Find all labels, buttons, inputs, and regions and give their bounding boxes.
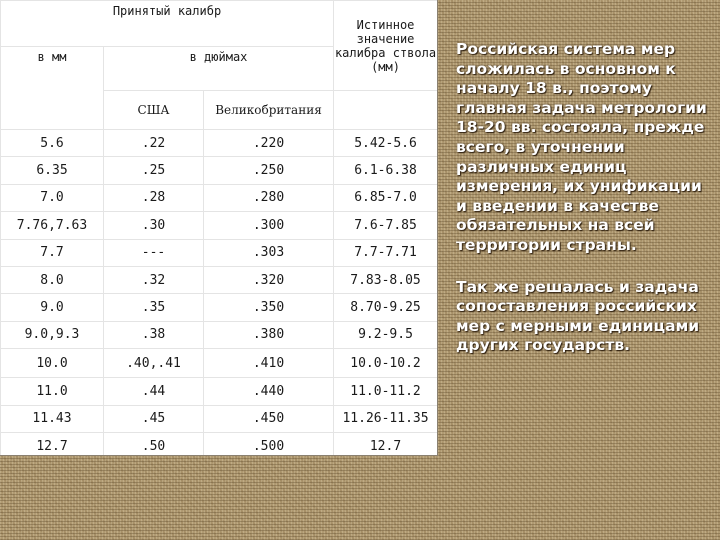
cell-mm: 5.6 (1, 130, 104, 157)
cell-uk: .280 (204, 184, 334, 211)
cell-mm: 7.7 (1, 239, 104, 266)
cell-uk: .220 (204, 130, 334, 157)
cell-usa: .50 (104, 432, 204, 456)
cell-uk: .410 (204, 349, 334, 378)
cell-usa: .22 (104, 130, 204, 157)
cell-mm: 7.0 (1, 184, 104, 211)
table-row (1, 157, 438, 184)
cell-true: 10.0-10.2 (334, 349, 438, 378)
cell-true: 6.85-7.0 (334, 184, 438, 211)
cell-true: 7.7-7.71 (334, 239, 438, 266)
cell-uk: .500 (204, 432, 334, 456)
header-usa: США (104, 91, 204, 130)
cell-mm: 10.0 (1, 349, 104, 378)
table-row (1, 349, 438, 378)
cell-true: 7.83-8.05 (334, 266, 438, 293)
header-true-value: Истинное значение калибра ствола (мм) (334, 1, 438, 91)
table-row (1, 239, 438, 266)
cell-true: 7.6-7.85 (334, 212, 438, 239)
cell-true: 5.42-5.6 (334, 130, 438, 157)
cell-mm: 9.0,9.3 (1, 321, 104, 348)
header-in-inches: в дюймах (104, 47, 334, 91)
cell-usa: .45 (104, 405, 204, 432)
cell-uk: .350 (204, 294, 334, 321)
cell-true: 12.7 (334, 432, 438, 456)
text-panel (456, 40, 712, 356)
paragraph-measure-comparison: Так же решалась и задача сопоставления российских мер с мерными единицами других государств. (456, 277, 700, 355)
cell-uk: .380 (204, 321, 334, 348)
header-accepted-caliber: Принятый калибр (1, 1, 334, 47)
cell-uk: .250 (204, 157, 334, 184)
table-row (1, 212, 438, 239)
table-row (1, 405, 438, 432)
cell-true: 8.70-9.25 (334, 294, 438, 321)
cell-usa: .32 (104, 266, 204, 293)
cell-usa: .30 (104, 212, 204, 239)
cell-mm: 6.35 (1, 157, 104, 184)
table-row (1, 294, 438, 321)
cell-uk: .450 (204, 405, 334, 432)
cell-true: 11.0-11.2 (334, 378, 438, 405)
cell-mm: 12.7 (1, 432, 104, 456)
paragraph-metrology-system: Российская система мер сложилась в основном к началу 18 в., поэтому главная задача метрологии 18-20 вв. состояла, прежде всего, в уточнении различных единиц измерения, их унификации и введении в качестве обязательных на всей территории страны. (456, 40, 707, 254)
cell-mm: 7.76,7.63 (1, 212, 104, 239)
cell-uk: .300 (204, 212, 334, 239)
cell-true: 11.26-11.35 (334, 405, 438, 432)
cell-true: 9.2-9.5 (334, 321, 438, 348)
cell-usa: .44 (104, 378, 204, 405)
cell-uk: .320 (204, 266, 334, 293)
table-row (1, 266, 438, 293)
table-row (1, 378, 438, 405)
table-row (1, 184, 438, 211)
cell-uk: .303 (204, 239, 334, 266)
cell-true: 6.1-6.38 (334, 157, 438, 184)
cell-mm: 8.0 (1, 266, 104, 293)
cell-uk: .440 (204, 378, 334, 405)
cell-mm: 11.0 (1, 378, 104, 405)
table-row (1, 130, 438, 157)
header-in-mm: в мм (1, 47, 104, 130)
cell-usa: .38 (104, 321, 204, 348)
cell-usa: --- (104, 239, 204, 266)
cell-usa: .35 (104, 294, 204, 321)
header-uk: Великобритания (204, 91, 334, 130)
cell-usa: .28 (104, 184, 204, 211)
table-row (1, 432, 438, 456)
cell-mm: 11.43 (1, 405, 104, 432)
cell-mm: 9.0 (1, 294, 104, 321)
cell-usa: .25 (104, 157, 204, 184)
table-row (1, 321, 438, 348)
cell-usa: .40,.41 (104, 349, 204, 378)
header-empty-cell (334, 91, 438, 130)
